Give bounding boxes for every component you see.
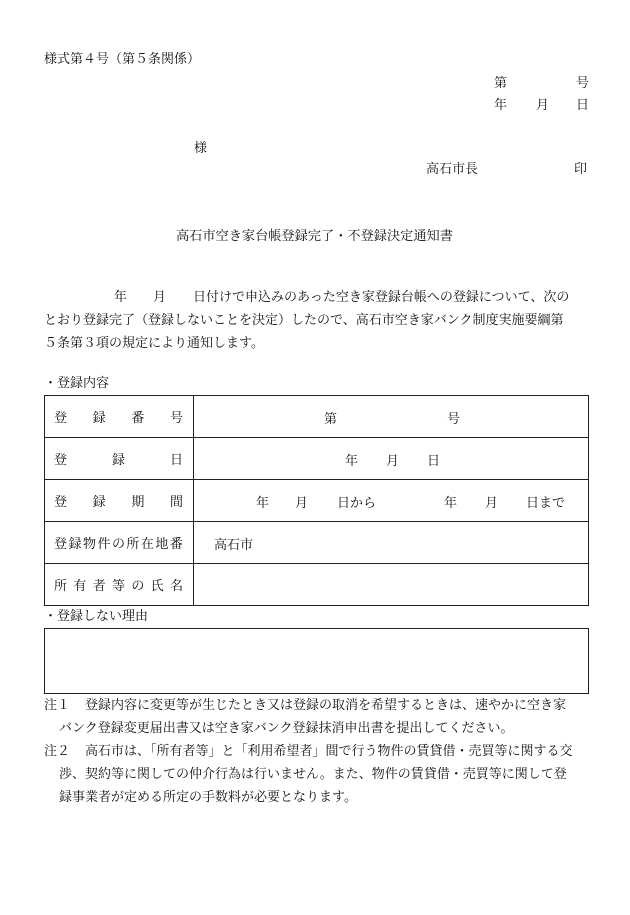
property-location-label: 登 録 物 件 の 所 在 地 番 <box>45 522 194 564</box>
note-1 <box>44 694 594 740</box>
date-day-label: 日 <box>576 98 590 113</box>
registration-date-label: 登 録 日 <box>45 438 194 480</box>
note-2-line-1: 高石市は、「所有者等」と「利用希望者」間で行う物件の賃貸借・売買等に関する交 <box>85 744 573 759</box>
note-2-line-3: 録事業者が定める所定の手数料が必要となります。 <box>59 790 357 805</box>
note-2-line-2: 渉、契約等に関しての仲介行為は行いません。また、物件の賃貸借・売買等に関して登 <box>59 767 567 782</box>
note-2 <box>44 740 594 809</box>
not-registered-section-label: ・登録しない理由 <box>44 609 149 624</box>
body-line-3: ５条第３項の規定により通知します。 <box>44 336 264 351</box>
note-1-line-2: バンク登録変更届出書又は空き家バンク登録抹消申出書を提出してください。 <box>59 721 514 736</box>
registration-number-value: 第 号 <box>194 396 589 438</box>
addressee-honorific: 様 <box>194 141 208 156</box>
owner-name-label: 所 有 者 等 の 氏 名 <box>45 564 194 606</box>
property-location-value: 高石市 <box>194 522 589 564</box>
document-number-prefix: 第 <box>494 76 508 91</box>
sender-name: 高石市長 <box>426 162 479 177</box>
body-line-1: 日付けで申込みのあった空き家登録台帳への登録について、次の <box>193 290 570 305</box>
not-registered-reason-box <box>44 628 589 694</box>
registration-section-label: ・登録内容 <box>44 376 110 391</box>
owner-name-value <box>194 564 589 606</box>
document-number-suffix: 号 <box>576 76 590 91</box>
table-row <box>45 438 589 480</box>
table-row <box>45 396 589 438</box>
body-year-label: 年 <box>114 290 128 305</box>
registration-table <box>44 395 589 606</box>
registration-period-label: 登 録 期 間 <box>45 480 194 522</box>
table-row <box>45 564 589 606</box>
note-1-line-1: 登録内容に変更等が生じたとき又は登録の取消を希望するときは、速やかに空き家 <box>85 698 567 713</box>
body-line-2: とおり登録完了（登録しないことを決定）したので、高石市空き家バンク制度実施要綱第 <box>44 313 564 328</box>
table-row <box>45 480 589 522</box>
document-title: 高石市空き家台帳登録完了・不登録決定通知書 <box>176 229 453 244</box>
registration-period-value: 年 月 日から 年 月 日まで <box>194 480 589 522</box>
note-2-head: 注２ <box>44 744 71 759</box>
note-1-head: 注１ <box>44 698 71 713</box>
seal-mark: 印 <box>574 162 588 177</box>
date-month-label: 月 <box>536 98 550 113</box>
registration-number-label: 登 録 番 号 <box>45 396 194 438</box>
table-row <box>45 522 589 564</box>
registration-date-value: 年 月 日 <box>194 438 589 480</box>
date-year-label: 年 <box>494 98 508 113</box>
body-month-label: 月 <box>153 290 167 305</box>
form-number: 様式第４号（第５条関係） <box>44 52 201 67</box>
